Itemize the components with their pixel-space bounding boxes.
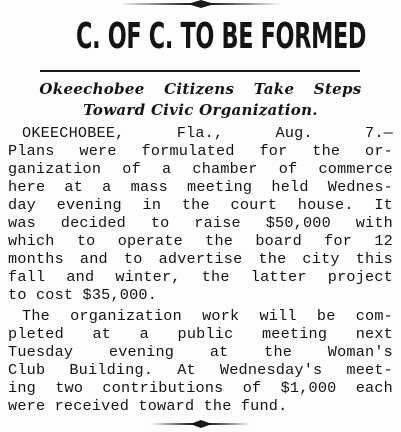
bottom-ornament-rule (0, 420, 401, 430)
body-line: months and to advertise the city this (8, 250, 393, 268)
body-line: was decided to raise $50,000 with (8, 214, 393, 232)
body-line: ing two contributions of $1,000 each (8, 379, 393, 397)
body-line: day evening in the court house. It (8, 196, 393, 214)
article-body (8, 124, 393, 415)
body-line: which to operate the board for 12 (8, 232, 393, 250)
body-line: Plans were formulated for the or- (8, 142, 393, 160)
body-line: Club Building. At Wednesday's meet- (8, 361, 393, 379)
top-ornament-rule (0, 0, 401, 10)
body-line: ganization of a chamber of commerce (8, 160, 393, 178)
body-line: to cost $35,000. (8, 286, 158, 304)
body-line: here at a mass meeting held Wednes- (8, 178, 393, 196)
body-line: were received toward the fund. (8, 397, 288, 415)
ornament-dash-icon (121, 0, 281, 8)
deck-line-2: Toward Civic Organization. (83, 101, 318, 119)
body-line: The organization work will be com- (22, 307, 393, 325)
headline-divider (40, 70, 360, 72)
body-line: pleted at a public meeting next (8, 325, 393, 343)
body-line: OKEECHOBEE, Fla., Aug. 7.— (22, 124, 393, 142)
headline: C. OF C. TO BE FORMED (76, 16, 367, 57)
deck-line-1: Okeechobee Citizens Take Steps (39, 80, 362, 98)
body-line: Tuesday evening at the Woman's (8, 343, 393, 361)
body-line: fall and winter, the latter project (8, 268, 393, 286)
ornament-dash-icon (151, 420, 251, 428)
